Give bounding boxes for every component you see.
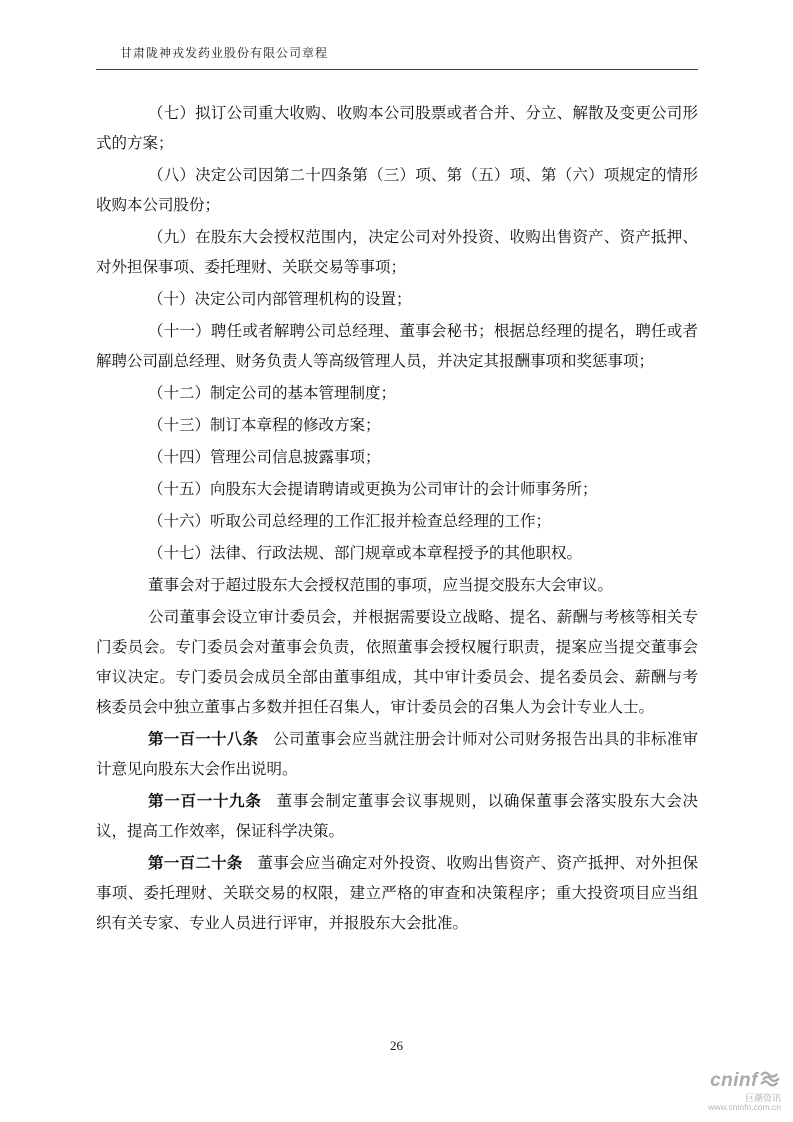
paragraph [96, 849, 698, 939]
paragraph [96, 507, 698, 537]
logo-cn-name: 巨潮资讯 [744, 1092, 781, 1103]
paragraph [96, 411, 698, 441]
wave-icon [760, 1070, 781, 1093]
paragraph-text: （七）拟订公司重大收购、收购本公司股票或者合并、分立、解散及变更公司形式的方案； [96, 105, 698, 152]
document-body [96, 99, 698, 941]
paragraph-text: （十五）向股东大会提请聘请或更换为公司审计的会计师事务所； [148, 481, 598, 498]
page-header [96, 44, 698, 70]
logo-brand-row [661, 1070, 781, 1093]
article-number: 第一百二十条 [148, 855, 243, 872]
paragraph-text: 董事会制定董事会议事规则，以确保董事会落实股东大会决议，提高工作效率，保证科学决策。 [96, 793, 698, 840]
article-number: 第一百一十八条 [148, 731, 259, 748]
paragraph [96, 223, 698, 283]
paragraph-text: （十）决定公司内部管理机构的设置； [148, 291, 412, 308]
article-number: 第一百一十九条 [148, 793, 262, 810]
paragraph-text: 董事会对于超过股东大会授权范围的事项，应当提交股东大会审议。 [148, 577, 614, 594]
logo-subtext [661, 1094, 781, 1113]
paragraph [96, 285, 698, 315]
paragraph [96, 787, 698, 847]
paragraph-text: （十四）管理公司信息披露事项； [148, 449, 381, 466]
logo-brand-text: cninf [710, 1069, 758, 1091]
paragraph [96, 161, 698, 221]
paragraph-text: （十六）听取公司总经理的工作汇报并检查总经理的工作； [148, 513, 552, 530]
paragraph-text: （十二）制定公司的基本管理制度； [148, 385, 397, 402]
paragraph [96, 317, 698, 377]
paragraph-text: （九）在股东大会授权范围内，决定公司对外投资、收购出售资产、资产抵押、对外担保事项、委托理财、关联交易等事项； [96, 229, 698, 276]
paragraph-text: （十一）聘任或者解聘公司总经理、董事会秘书；根据总经理的提名，聘任或者解聘公司副总经理、财务负责人等高级管理人员，并决定其报酬事项和奖惩事项； [96, 323, 698, 370]
paragraph [96, 571, 698, 601]
header-title: 甘肃陇神戎发药业股份有限公司章程 [120, 46, 329, 60]
page-number: 26 [390, 1038, 403, 1053]
logo-url: www.cninfo.com.cn [708, 1102, 781, 1113]
paragraph-text: （八）决定公司因第二十四条第（三）项、第（五）项、第（六）项规定的情形收购本公司股份； [96, 167, 698, 214]
paragraph-text: 董事会应当确定对外投资、收购出售资产、资产抵押、对外担保事项、委托理财、关联交易的权限，建立严格的审查和决策程序；重大投资项目应当组织有关专家、专业人员进行评审，并报股东大会批准。 [96, 855, 698, 932]
paragraph-text: 公司董事会应当就注册会计师对公司财务报告出具的非标准审计意见向股东大会作出说明。 [96, 731, 698, 778]
cninfo-logo [661, 1070, 781, 1113]
paragraph [96, 99, 698, 159]
paragraph-text: 公司董事会设立审计委员会，并根据需要设立战略、提名、薪酬与考核等相关专门委员会。专门委员会对董事会负责，依照董事会授权履行职责，提案应当提交董事会审议决定。专门委员会成员全部由董事组成，其中审计委员会、提名委员会、薪酬与考核委员会中独立董事占多数并担任召集人，审计委员会的召集人为会计专业人士。 [96, 609, 698, 716]
paragraph [96, 725, 698, 785]
paragraph [96, 539, 698, 569]
paragraph [96, 379, 698, 409]
paragraph-text: （十三）制订本章程的修改方案； [148, 417, 381, 434]
paragraph [96, 443, 698, 473]
paragraph [96, 475, 698, 505]
paragraph-text: （十七）法律、行政法规、部门规章或本章程授予的其他职权。 [148, 545, 583, 562]
paragraph [96, 603, 698, 723]
